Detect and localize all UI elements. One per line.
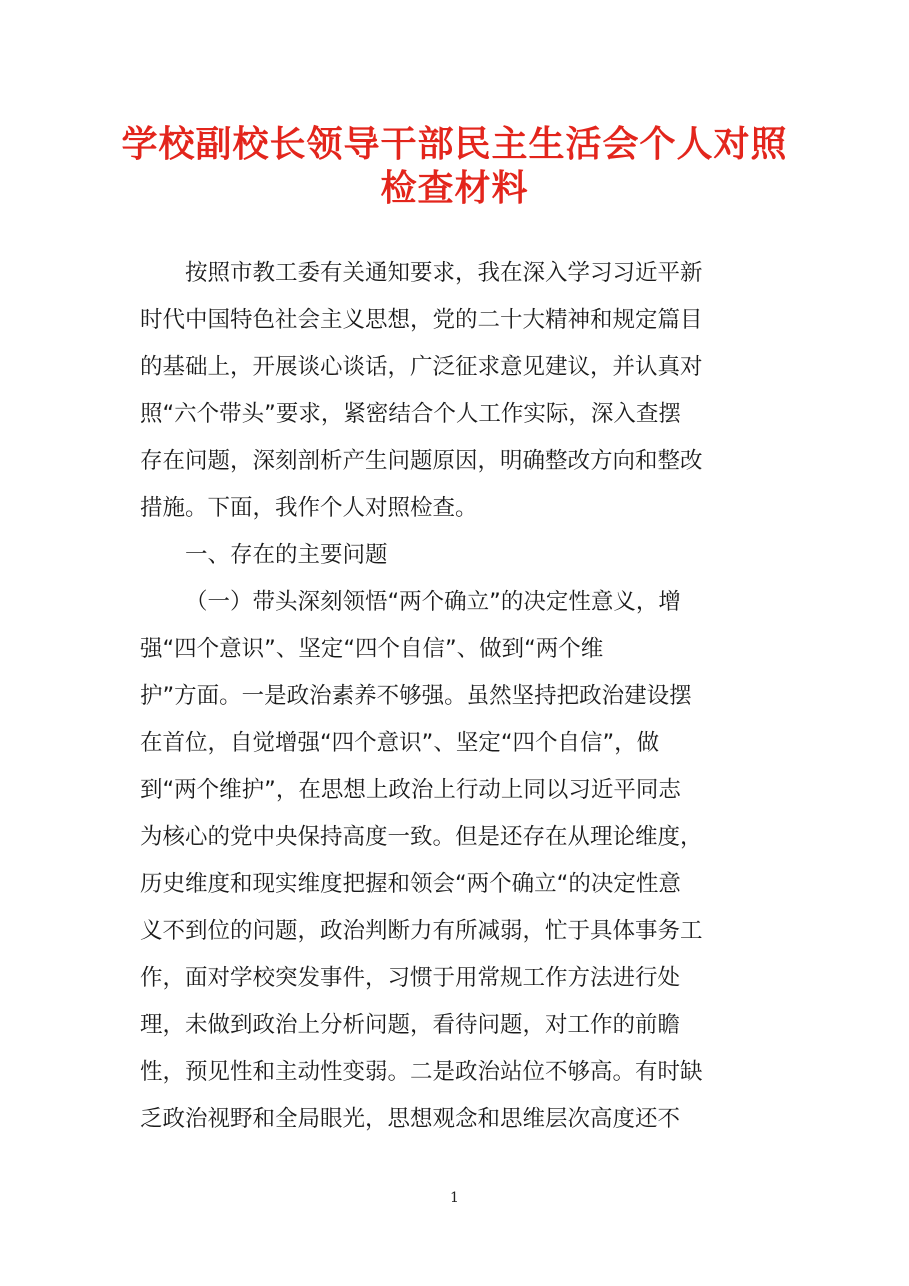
section-paragraph-line: 为核心的党中央保持高度一致。但是还存在从理论维度， bbox=[140, 824, 703, 850]
intro-line: 按照市教工委有关通知要求，我在深入学习习近平新 bbox=[185, 260, 703, 286]
section-paragraph-line: 护”方面。一是政治素养不够强。虽然坚持把政治建设摆 bbox=[140, 683, 692, 709]
section-paragraph-line: 乏政治视野和全局眼光，思想观念和思维层次高度还不 bbox=[140, 1106, 681, 1132]
section-paragraph-line: 性，预见性和主动性变弱。二是政治站位不够高。有时缺 bbox=[140, 1059, 703, 1085]
section-paragraph-line: （一）带头深刻领悟“两个确立”的决定性意义，增 bbox=[185, 589, 681, 615]
section-paragraph-line: 在首位，自觉增强“四个意识”、坚定“四个自信”，做 bbox=[140, 730, 660, 756]
section-paragraph-line: 强“四个意识”、坚定“四个自信”、做到“两个维 bbox=[140, 636, 604, 662]
intro-line: 照“六个带头”要求，紧密结合个人工作实际，深入查摆 bbox=[140, 401, 681, 427]
document-title-line-1: 学校副校长领导干部民主生活会个人对照 bbox=[121, 123, 788, 165]
section-heading: 一、存在的主要问题 bbox=[185, 542, 388, 568]
intro-line: 措施。下面，我作个人对照检查。 bbox=[140, 495, 478, 521]
page-number: 1 bbox=[450, 1190, 459, 1206]
section-paragraph-line: 理，未做到政治上分析问题，看待问题，对工作的前瞻 bbox=[140, 1012, 681, 1038]
section-paragraph-line: 义不到位的问题，政治判断力有所减弱，忙于具体事务工 bbox=[140, 918, 703, 944]
section-paragraph-line: 作，面对学校突发事件，习惯于用常规工作方法进行处 bbox=[140, 965, 681, 991]
intro-line: 时代中国特色社会主义思想，党的二十大精神和规定篇目 bbox=[140, 307, 703, 333]
section-paragraph-line: 历史维度和现实维度把握和领会“两个确立“的决定性意 bbox=[140, 871, 681, 897]
intro-line: 的基础上，开展谈心谈话，广泛征求意见建议，并认真对 bbox=[140, 354, 703, 380]
document-title-line-2: 检查材料 bbox=[380, 167, 529, 209]
intro-line: 存在问题，深刻剖析产生问题原因，明确整改方向和整改 bbox=[140, 448, 703, 474]
document-body bbox=[140, 250, 770, 1143]
section-paragraph-line: 到“两个维护”，在思想上政治上行动上同以习近平同志 bbox=[140, 777, 681, 803]
